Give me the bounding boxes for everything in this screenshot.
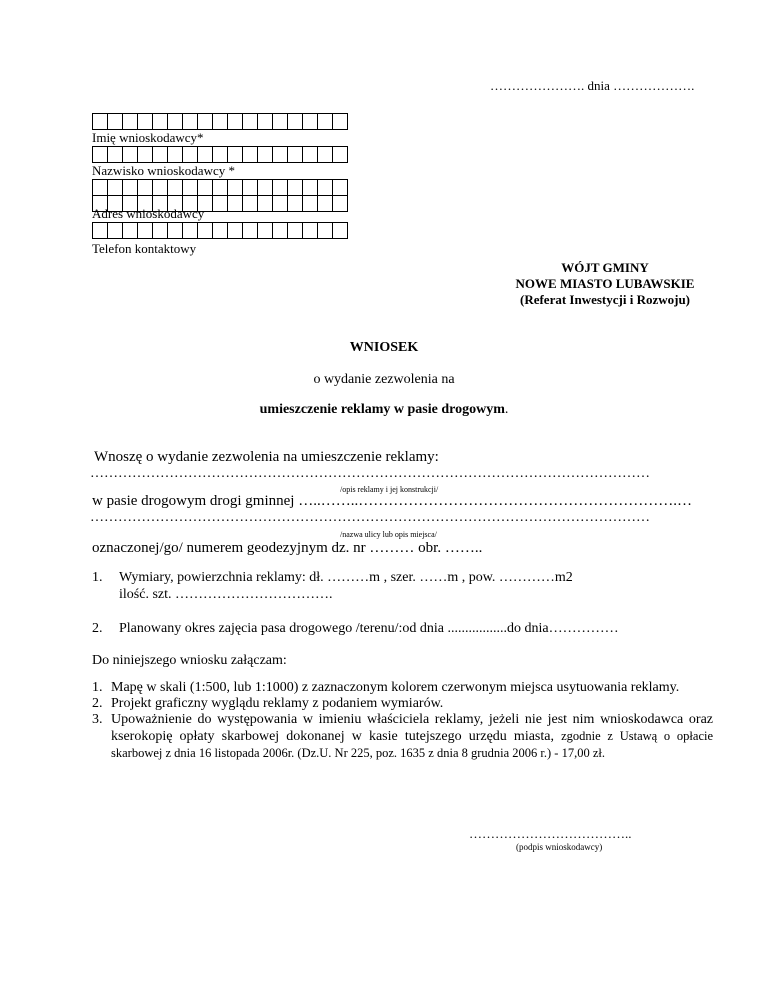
addressee-line-1: WÓJT GMINY (561, 260, 649, 275)
addressee-line-3: (Referat Inwestycji i Rozwoju) (519, 292, 691, 307)
char-box[interactable] (137, 179, 153, 196)
char-box[interactable] (332, 222, 348, 239)
char-box[interactable] (137, 222, 153, 239)
char-box[interactable] (257, 195, 273, 212)
char-box[interactable] (287, 195, 303, 212)
char-box[interactable] (227, 222, 243, 239)
road-field[interactable]: w pasie drogowym drogi gminnej …..……..……………………………………………………….… (92, 493, 692, 509)
char-box[interactable] (302, 195, 318, 212)
subject-end: . (504, 402, 509, 417)
char-box[interactable] (242, 195, 258, 212)
char-box[interactable] (122, 222, 138, 239)
date-line[interactable]: …………………. dnia ………………. (490, 78, 695, 93)
char-box[interactable] (227, 146, 243, 163)
char-box[interactable] (272, 195, 288, 212)
char-box[interactable] (302, 222, 318, 239)
char-box[interactable] (212, 113, 228, 130)
char-box[interactable] (272, 179, 288, 196)
char-box[interactable] (332, 146, 348, 163)
street-field[interactable]: ………………………………………………………………………………………………………… (90, 510, 650, 525)
char-box[interactable] (92, 146, 108, 163)
char-box[interactable] (332, 113, 348, 130)
char-box[interactable] (167, 222, 183, 239)
attachment-3: 3. Upoważnienie do występowania w imieniu właściciela reklamy, jeżeli nie jest nim wnioskodawca oraz kserokopię opłaty skarbowej dokonanej w kasie tutejszego urzędu miasta, zgodnie z Ustawą o opłacie skarbowej z dnia 16 listopada 2006r. (Dz.U. Nr 225, poz. 1635 z dnia 8 grudnia 2006 r.) - 17,00 zł. (92, 712, 714, 760)
char-box[interactable] (332, 195, 348, 212)
char-box[interactable] (137, 146, 153, 163)
char-box[interactable] (287, 179, 303, 196)
char-box[interactable] (272, 222, 288, 239)
char-box[interactable] (197, 222, 213, 239)
char-box[interactable] (287, 113, 303, 130)
char-box[interactable] (317, 179, 333, 196)
phone-label: Telefon kontaktowy (92, 241, 197, 256)
char-box[interactable] (182, 179, 198, 196)
document-subtitle: o wydanie zezwolenia na (313, 372, 455, 387)
description-caption: /opis reklamy i jej konstrukcji/ (340, 485, 439, 494)
attachment-1: 1. Mapę w skali (1:500, lub 1:1000) z zaznaczonym kolorem czerwonym miejsca usytuowania reklamy. (92, 680, 680, 695)
item-2-number: 2. (92, 621, 103, 636)
period-field[interactable]: Planowany okres zajęcia pasa drogowego /terenu/:od dnia .................do dnia…………… (119, 621, 619, 636)
char-box[interactable] (152, 146, 168, 163)
item-1-number: 1. (92, 570, 103, 585)
document-title: WNIOSEK (349, 340, 419, 355)
attachment-3-legal: zgodnie z Ustawą o opłacie skarbowej z dnia 16 listopada 2006r. (Dz.U. Nr 225, poz. 1635 z dnia 8 grudnia 2006 r.) - 17,00 zł. (111, 729, 714, 760)
description-field[interactable]: ………………………………………………………………………………………………………… (90, 466, 650, 481)
parcel-field[interactable]: oznaczonej/go/ numerem geodezyjnym dz. nr ……… obr. …….. (92, 540, 483, 556)
char-box[interactable] (167, 113, 183, 130)
char-box[interactable] (107, 146, 123, 163)
char-box[interactable] (122, 146, 138, 163)
char-box[interactable] (152, 222, 168, 239)
char-box[interactable] (257, 113, 273, 130)
char-box[interactable] (197, 179, 213, 196)
quantity-field[interactable]: ilość. szt. ……………………………. (119, 587, 333, 602)
document-subject (0, 402, 768, 418)
char-box[interactable] (212, 179, 228, 196)
char-box[interactable] (287, 146, 303, 163)
phone-box-row[interactable] (92, 222, 348, 239)
char-box[interactable] (242, 113, 258, 130)
surname-label: Nazwisko wnioskodawcy * (92, 163, 235, 178)
intro-text: Wnoszę o wydanie zezwolenia na umieszczenie reklamy: (94, 449, 439, 465)
char-box[interactable] (167, 179, 183, 196)
char-box[interactable] (272, 146, 288, 163)
char-box[interactable] (182, 146, 198, 163)
name-box-row[interactable] (92, 113, 348, 130)
char-box[interactable] (242, 222, 258, 239)
char-box[interactable] (242, 179, 258, 196)
attachment-2: 2. Projekt graficzny wyglądu reklamy z podaniem wymiarów. (92, 696, 444, 711)
attachment-1-text: Mapę w skali (1:500, lub 1:1000) z zaznaczonym kolorem czerwonym miejsca usytuowania reklamy. (111, 680, 680, 695)
street-caption: /nazwa ulicy lub opis miejsca/ (340, 530, 437, 539)
char-box[interactable] (287, 222, 303, 239)
subject-text: umieszczenie reklamy w pasie drogowym (259, 402, 505, 417)
attachment-3-text (111, 712, 713, 762)
char-box[interactable] (212, 222, 228, 239)
char-box[interactable] (152, 179, 168, 196)
char-box[interactable] (212, 146, 228, 163)
addressee-line-2: NOWE MIASTO LUBAWSKIE (515, 276, 695, 291)
char-box[interactable] (257, 222, 273, 239)
char-box[interactable] (257, 179, 273, 196)
dimensions-field[interactable]: Wymiary, powierzchnia reklamy: dł. ………m , szer. ……m , pow. …………m2 (119, 570, 573, 585)
address-box-row-1[interactable] (92, 179, 348, 196)
char-box[interactable] (122, 113, 138, 130)
name-label: Imię wnioskodawcy* (92, 130, 204, 145)
char-box[interactable] (227, 195, 243, 212)
char-box[interactable] (212, 195, 228, 212)
address-label: Adres wnioskodawcy (92, 206, 205, 221)
char-box[interactable] (107, 113, 123, 130)
signature-line[interactable]: ……………………………….. (469, 826, 632, 841)
char-box[interactable] (317, 222, 333, 239)
char-box[interactable] (152, 113, 168, 130)
char-box[interactable] (302, 146, 318, 163)
char-box[interactable] (182, 222, 198, 239)
char-box[interactable] (317, 195, 333, 212)
char-box[interactable] (92, 222, 108, 239)
char-box[interactable] (197, 113, 213, 130)
addressee-block (460, 260, 750, 308)
attachments-heading: Do niniejszego wniosku załączam: (92, 653, 287, 668)
char-box[interactable] (332, 179, 348, 196)
char-box[interactable] (107, 222, 123, 239)
char-box[interactable] (107, 179, 123, 196)
char-box[interactable] (137, 113, 153, 130)
signature-caption: (podpis wnioskodawcy) (516, 842, 603, 852)
attachments-list (92, 680, 713, 762)
char-box[interactable] (302, 113, 318, 130)
attachment-3-main: Upoważnienie do występowania w imieniu właściciela reklamy, jeżeli nie jest nim wnioskodawca oraz kserokopię opłaty skarbowej dokonanej w kasie tutejszego urzędu miasta, (111, 712, 713, 744)
char-box[interactable] (242, 146, 258, 163)
char-box[interactable] (122, 179, 138, 196)
char-box[interactable] (317, 113, 333, 130)
char-box[interactable] (197, 146, 213, 163)
attachment-2-text: Projekt graficzny wyglądu reklamy z podaniem wymiarów. (111, 696, 444, 711)
char-box[interactable] (92, 179, 108, 196)
char-box[interactable] (167, 146, 183, 163)
surname-box-row[interactable] (92, 146, 348, 163)
char-box[interactable] (302, 179, 318, 196)
char-box[interactable] (272, 113, 288, 130)
char-box[interactable] (257, 146, 273, 163)
char-box[interactable] (182, 113, 198, 130)
char-box[interactable] (317, 146, 333, 163)
char-box[interactable] (227, 179, 243, 196)
char-box[interactable] (227, 113, 243, 130)
char-box[interactable] (92, 113, 108, 130)
